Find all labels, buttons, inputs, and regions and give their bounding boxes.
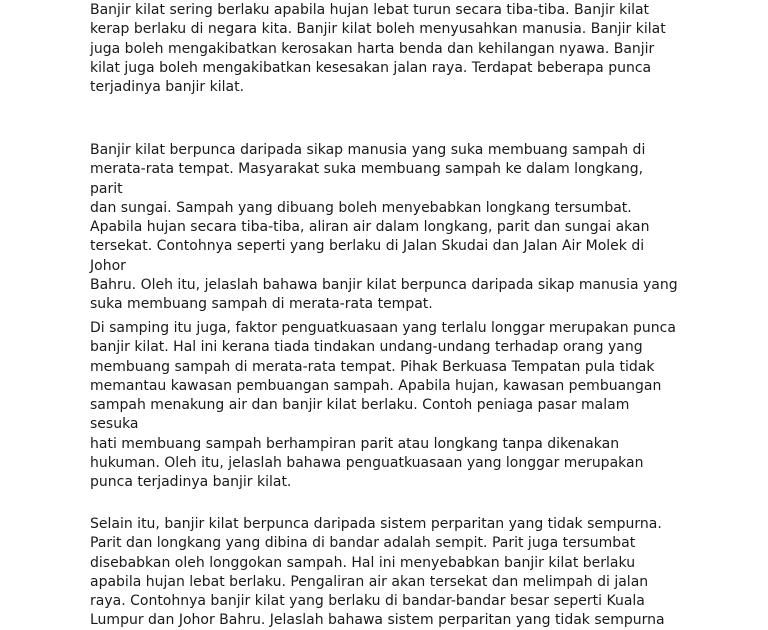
paragraph-sistem-perparitan: Selain itu, banjir kilat berpunca daripada sistem perparitan yang tidak sempurna. Parit dan longkang yang dibina di bandar adalah sempit. Parit juga tersumbat disebabkan oleh longgokan sampah. Hal ini menyebabkan banjir kilat berlaku apabila hujan lebat berlaku. Pengaliran air akan tersekat dan melimpah di jalan raya. Contohnya banjir kilat yang berlaku di bandar-bandar besar seperti Kuala Lumpur dan Johor Bahru. Jelaslah bahawa sistem perparitan yang tidak sempurna [90,516,665,629]
paragraph-penguatkuasaan: Di samping itu juga, faktor penguatkuasaan yang terlalu longgar merupakan punca banjir kilat. Hal ini kerana tiada tindakan undang-undang terhadap orang yang membuang sampah di merata-rata tempat. Pihak Berkuasa Tempatan pula tidak memantau kawasan pembuangan sampah. Apabila hujan, kawasan pembuangan sampah menakung air dan banjir kilat berlaku. Contoh peniaga pasar malam sesuka hati membuang sampah berhampiran parit atau longkang tanpa dikenakan hukuman. Oleh itu, jelaslah bahawa penguatkuasaan yang longgar merupakan punca terjadinya banjir kilat. [90,320,676,491]
paragraph-introduction: Banjir kilat sering berlaku apabila hujan lebat turun secara tiba-tiba. Banjir kilat kerap berlaku di negara kita. Banjir kilat boleh menyusahkan manusia. Banjir kilat juga boleh mengakibatkan kerosakan harta benda dan kehilangan nyawa. Banjir kilat juga boleh mengakibatkan kesesakan jalan raya. Terdapat beberapa punca terjadinya banjir kilat. [90,2,666,96]
paragraph-sikap-manusia: Banjir kilat berpunca daripada sikap manusia yang suka membuang sampah di merata-rata tempat. Masyarakat suka membuang sampah ke dalam longkang, parit dan sungai. Sampah yang dibuang boleh menyebabkan longkang tersumbat. Apabila hujan secara tiba-tiba, aliran air dalam longkang, parit dan sungai akan tersekat. Contohnya seperti yang berlaku di Jalan Skudai dan Jalan Air Molek di Johor Bahru. Oleh itu, jelaslah bahawa banjir kilat berpunca daripada sikap manusia yang suka membuang sampah di merata-rata tempat. [90,142,678,313]
